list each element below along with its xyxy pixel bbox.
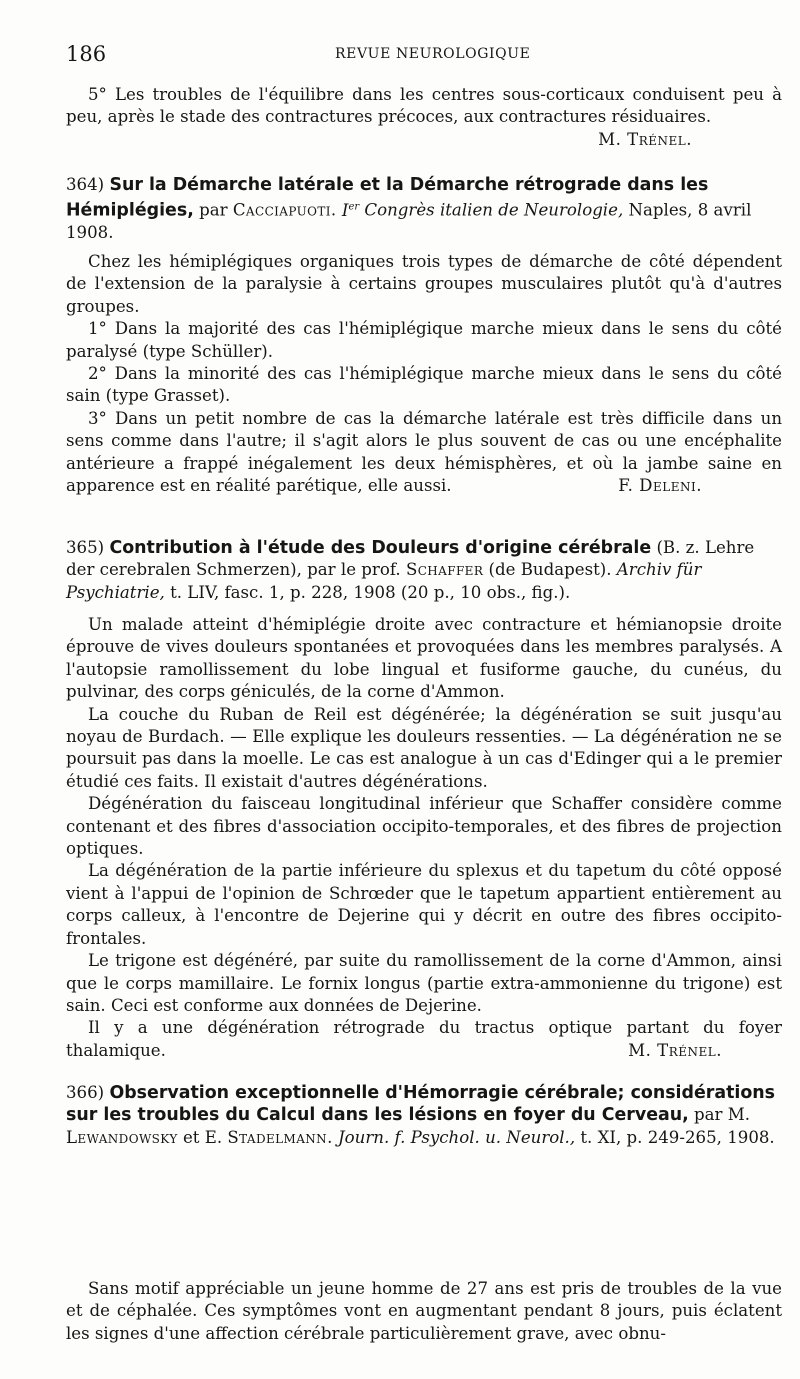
- entry-subtitle: (B. z. Lehre der cerebralen Schmerzen), par le prof.: [66, 538, 755, 580]
- entry-source-ordinal: I: [341, 200, 349, 220]
- paragraph: La dégénération de la partie inférieure du splexus et du tapetum du côté opposé vient à l'appui de l'opinion de Schrœder que le tapetum appartient entièrement au corps calleux, à l'encontre de Dejerine qui y décrit en outre des fibres occipito-frontales.: [66, 861, 782, 948]
- paragraph: Le trigone est dégénéré, par suite du ramollissement de la corne d'Ammon, ainsi que le corps mamillaire. Le fornix longus (partie extra-ammonienne du trigone) est sain. Ceci est conforme aux données de Dejerine.: [66, 951, 782, 1015]
- entry-author: Lewandowsky: [66, 1127, 178, 1147]
- paragraph: Un malade atteint d'hémiplégie droite avec contracture et hémianopsie droite éprouve de vives douleurs spontanées et provoquées dans les membres paralysés. A l'autopsie ramollissement du lobe lingual et fusiforme gauche, du cunéus, du pulvinar, des corps géniculés, de la corne d'Ammon.: [66, 615, 782, 702]
- entry-by: par: [199, 200, 228, 220]
- entry-source-prefix: [342, 201, 359, 220]
- entry-365-heading: [66, 537, 782, 604]
- entry-source: Journ. f. Psychol. u. Neurol.,: [338, 1127, 576, 1147]
- entry-366-heading: [66, 1082, 782, 1149]
- entry-364-heading: [66, 174, 782, 245]
- paragraph: 1° Dans la majorité des cas l'hémiplégique marche mieux dans le sens du côté paralysé (type Schüller).: [66, 319, 782, 361]
- entry-signature: F. Deleni.: [618, 476, 702, 496]
- intro-signature: M. Trénel.: [598, 129, 692, 149]
- entry-source-sup: er: [348, 201, 360, 213]
- entry-number: 366): [66, 1083, 105, 1102]
- paragraph: Chez les hémiplégiques organiques trois types de démarche de côté dépendent de l'extension de la paralysie à certains groupes musculaires plutôt qu'à d'autres groupes.: [66, 252, 782, 316]
- entry-source: Archiv für Psychiatrie,: [66, 560, 702, 602]
- running-head: REVUE NEUROLOGIQUE: [335, 46, 531, 62]
- intro-paragraph: 5° Les troubles de l'équilibre dans les centres sous-corticaux conduisent peu à peu, après le stade des contractures précoces, aux contractures résiduaires.: [66, 85, 782, 127]
- intro-block: [66, 84, 782, 151]
- entry-ref: t. LIV, fasc. 1, p. 228, 1908 (20 p., 10 obs., fig.).: [170, 582, 571, 602]
- paragraph: Sans motif appréciable un jeune homme de 27 ans est pris de troubles de la vue et de céphalée. Ces symptômes vont en augmentant pendant 8 jours, puis éclatent les signes d'une affection cérébrale particulièrement grave, avec obnu-: [66, 1279, 782, 1343]
- entry-by: par M.: [694, 1105, 750, 1125]
- entry-author: Cacciapuoti.: [232, 200, 337, 220]
- paragraph: 3° Dans un petit nombre de cas la démarche latérale est très difficile dans un sens comme dans l'autre; il s'agit alors le plus souvent de cas ou une encéphalite antérieure a frappé inégalement les deux hémisphères, et où la jambe saine en apparence est en réalité parétique, elle aussi.: [66, 408, 782, 496]
- entry-title: Sur la Démarche latérale et la Démarche rétrograde dans les Hémiplégies,: [66, 175, 709, 221]
- paragraph: Dégénération du faisceau longitudinal inférieur que Schaffer considère comme contenant et des fibres d'association occipito-temporales, et des fibres de projection optiques.: [66, 794, 782, 859]
- entry-author-note: (de Budapest).: [488, 560, 612, 580]
- entry-title: Contribution à l'étude des Douleurs d'origine cérébrale: [109, 538, 652, 558]
- entry-and: et E.: [182, 1127, 223, 1147]
- entry-number: 365): [66, 538, 105, 557]
- entry-source: Congrès italien de Neurologie,: [364, 200, 624, 220]
- entry-author-2: Stadelmann.: [227, 1127, 333, 1147]
- entry-number: 364): [66, 175, 105, 194]
- entry-ref: t. XI, p. 249-265, 1908.: [580, 1127, 775, 1147]
- entry-title: Observation exceptionnelle d'Hémorragie cérébrale; considérations sur les troubles du Calcul dans les lésions en foyer du Cerveau,: [66, 1083, 776, 1126]
- entry-364: [66, 174, 782, 245]
- entry-author: Schaffer: [405, 560, 484, 580]
- entry-365: [66, 537, 782, 604]
- entry-366-body: [66, 1278, 782, 1345]
- entry-366: [66, 1082, 782, 1149]
- page-number: 186: [66, 42, 107, 66]
- entry-signature: M. Trénel.: [628, 1041, 722, 1061]
- paragraph: Il y a une dégénération rétrograde du tractus optique partant du foyer thalamique.: [66, 1018, 782, 1060]
- paragraph: 2° Dans la minorité des cas l'hémiplégique marche mieux dans le sens du côté sain (type Grasset).: [66, 364, 782, 406]
- paragraph: La couche du Ruban de Reil est dégénérée; la dégénération se suit jusqu'au noyau de Burdach. — Elle explique les douleurs ressenties. — La dégénération ne se poursuit pas dans la moelle. Le cas est analogue à un cas d'Edinger qui a le premier étudié ces faits. Il existait d'autres dégénérations.: [66, 704, 782, 791]
- entry-365-body: [66, 614, 782, 1063]
- entry-place-date: Naples, 8 avril 1908.: [66, 200, 752, 243]
- entry-364-body: [66, 251, 782, 498]
